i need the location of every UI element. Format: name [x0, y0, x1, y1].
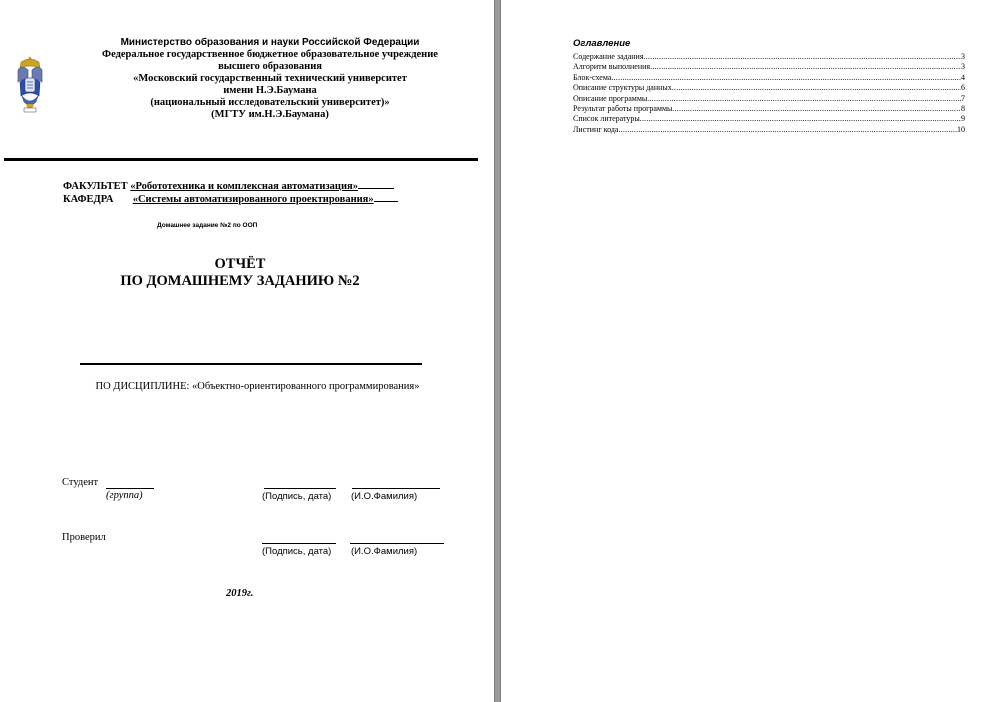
- toc-entry[interactable]: [573, 114, 965, 124]
- toc-entry[interactable]: [573, 83, 965, 93]
- toc-entry-page: 8: [961, 104, 965, 114]
- toc-leader: [611, 73, 961, 83]
- student-group-line: [106, 488, 154, 489]
- toc-leader: [640, 114, 961, 124]
- toc-title: Оглавление: [573, 38, 631, 49]
- checker-signature-line: [262, 543, 336, 544]
- report-subtitle: ПО ДОМАШНЕМУ ЗАДАНИЮ №2: [120, 273, 360, 289]
- discipline-line: ПО ДИСЦИПЛИНЕ: «Объектно-ориентированного программирования»: [95, 381, 420, 392]
- toc-entry-text: Листинг кода: [573, 124, 619, 134]
- header-divider: [4, 158, 478, 161]
- page-gutter: [494, 0, 501, 702]
- faculty-row: [63, 178, 394, 192]
- report-title-line: ОТЧЁТ: [214, 256, 266, 272]
- toc-leader: [672, 104, 961, 114]
- department-underline: [374, 191, 398, 202]
- student-signature-hint: (Подпись, дата): [262, 491, 332, 502]
- blank-topic-line: [80, 363, 422, 365]
- toc-entry-page: 7: [961, 93, 965, 103]
- toc-leader: [672, 83, 961, 93]
- toc-leader: [650, 62, 961, 72]
- department-label: КАФЕДРА: [63, 194, 114, 205]
- toc-entry[interactable]: [573, 104, 965, 114]
- institution-line: (МГТУ им.Н.Э.Баумана): [211, 109, 329, 120]
- toc-entry-page: 6: [961, 83, 965, 93]
- faculty-value: «Робототехника и комплексная автоматизация»: [130, 181, 358, 192]
- toc-entry-text: Блок-схема: [573, 72, 612, 82]
- toc-leader: [618, 125, 957, 135]
- ministry-line: Министерство образования и науки Российской Федерации: [120, 37, 420, 48]
- toc-entry-text: Описание структуры данных: [573, 83, 672, 93]
- toc-entry-page: 10: [957, 124, 965, 134]
- faculty-label: ФАКУЛЬТЕТ: [63, 181, 128, 192]
- toc-entry[interactable]: [573, 62, 965, 72]
- toc-entry-page: 3: [961, 62, 965, 72]
- institution-line: (национальный исследовательский университет)»: [150, 97, 390, 108]
- institution-line: имени Н.Э.Баумана: [223, 85, 317, 96]
- toc-entry-text: Результат работы программы: [573, 104, 673, 114]
- checker-name-line: [350, 543, 444, 544]
- toc-leader: [647, 94, 961, 104]
- toc-entry[interactable]: [573, 94, 965, 104]
- institution-header: [60, 37, 480, 121]
- department-value: «Системы автоматизированного проектирования»: [132, 194, 374, 205]
- group-hint: (группа): [106, 490, 143, 501]
- toc-entry-text: Содержание задания: [573, 52, 644, 61]
- toc-entry-page: 4: [961, 72, 965, 82]
- title-page: [0, 0, 494, 702]
- toc-entry[interactable]: [573, 73, 965, 83]
- institution-line: высшего образования: [218, 61, 322, 72]
- homework-note: Домашнее задание №2 по ООП: [157, 222, 258, 229]
- student-signature-line: [264, 488, 336, 489]
- checker-signature-hint: (Подпись, дата): [262, 546, 332, 557]
- institution-line: «Московский государственный технический университет: [133, 73, 407, 84]
- toc-entry[interactable]: [573, 125, 965, 135]
- student-name-line: [352, 488, 440, 489]
- checked-label: Проверил: [62, 532, 106, 543]
- toc-entry-text: Алгоритм выполнения: [573, 62, 651, 72]
- toc-entry[interactable]: [573, 52, 965, 62]
- institution-line: Федеральное государственное бюджетное образовательное учреждение: [102, 49, 438, 60]
- year: 2019г.: [226, 588, 254, 599]
- toc-entry-page: 9: [961, 114, 965, 124]
- checker-name-hint: (И.О.Фамилия): [351, 546, 418, 557]
- university-emblem-icon: [16, 52, 44, 114]
- student-name-hint: (И.О.Фамилия): [351, 491, 418, 502]
- report-title: [90, 256, 390, 290]
- toc-entry-text: Описание программы: [573, 93, 648, 103]
- toc-entry-text: Список литературы: [573, 114, 640, 124]
- student-label: Студент: [62, 477, 99, 488]
- department-row: [63, 191, 398, 205]
- faculty-underline: [358, 178, 394, 189]
- toc-entry-page: 3: [961, 52, 965, 61]
- table-of-contents: [573, 52, 965, 135]
- toc-leader: [644, 52, 962, 62]
